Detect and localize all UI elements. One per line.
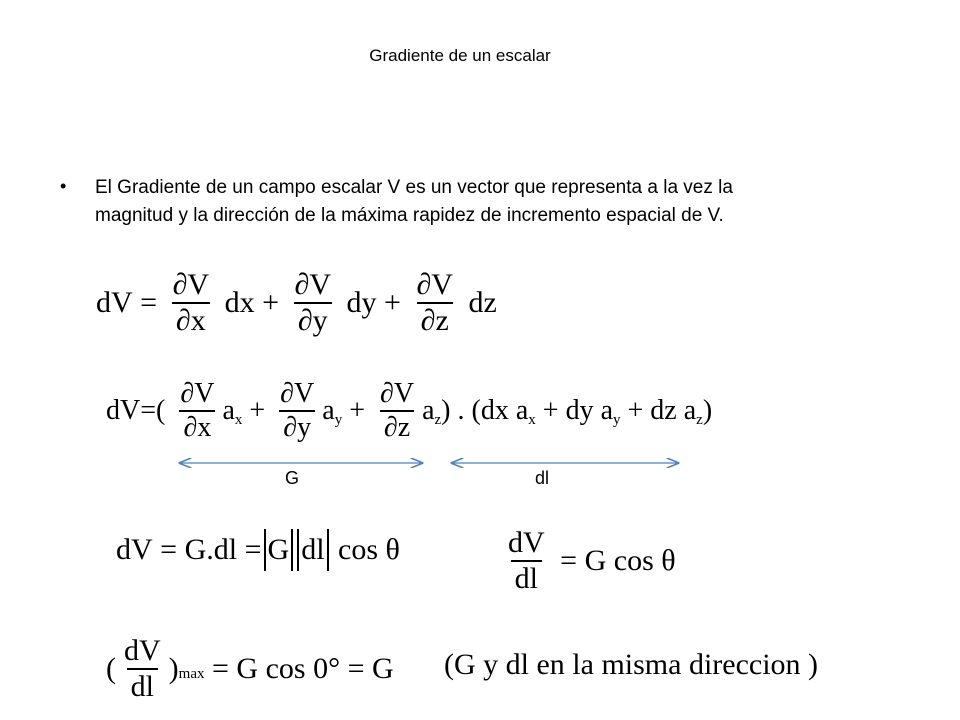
eq3-equals-2: =	[244, 533, 262, 566]
label-G: G	[285, 468, 300, 488]
eq5-max: max	[178, 665, 205, 682]
eq1-plus-2: +	[384, 286, 401, 319]
eq4-rhs: G cos θ	[584, 544, 676, 577]
eq4-frac: $\frac{dV}{dl}$	[508, 526, 545, 595]
eq2-lhs: dV	[106, 395, 141, 426]
eq1-dx: dx	[224, 286, 255, 319]
eq2-frac-z: $\frac{\partial V}{\partial z}$	[379, 378, 415, 443]
eq1-frac-y: $\frac{\partial V}{\partial y}$	[294, 268, 332, 337]
eq2-dot: .	[457, 395, 465, 426]
eq1-frac-x: $\frac{\partial V}{\partial x}$	[172, 268, 210, 337]
eq3-lhs: dV	[116, 533, 153, 566]
eq2-frac-x: $\frac{\partial V}{\partial x}$	[180, 378, 215, 443]
label-dl: dl	[535, 468, 550, 488]
eq2-plus-2: +	[349, 395, 365, 426]
eq3-G: G	[267, 533, 290, 566]
eq1-dz: dz	[468, 286, 497, 319]
equation-note: (G y dl en la misma direccion )	[444, 648, 819, 681]
eq3-dl: dl	[301, 533, 325, 566]
eq2-dl-vector: (dx ax + dy ay + dz az)	[471, 395, 713, 428]
eq2-rparen-1: )	[441, 395, 451, 426]
eq3-equals-1: =	[160, 533, 178, 566]
eq2-plus-1: +	[249, 395, 266, 426]
eq5-rhs: G cos 0° = G	[236, 652, 394, 685]
eq5-rparen: )	[168, 652, 179, 685]
eq1-plus-1: +	[262, 286, 280, 319]
bullet-marker: •	[60, 176, 67, 196]
eq2-equals: =	[140, 395, 157, 426]
eq2-frac-y: $\frac{\partial V}{\partial y}$	[280, 378, 315, 443]
eq1-equals: =	[140, 286, 158, 319]
eq2-ay: ay	[322, 395, 343, 428]
eq2-az: az	[422, 395, 442, 428]
equation-dV-G-dl	[116, 529, 400, 571]
eq3-Gdl: G.dl	[184, 533, 238, 566]
eq1-dy: dy	[346, 286, 377, 319]
eq2-lparen: (	[156, 395, 166, 426]
eq1-frac-z: $\frac{\partial V}{\partial z}$	[416, 268, 453, 337]
eq5-lparen: (	[106, 652, 116, 685]
eq4-equals: =	[560, 544, 578, 577]
eq5-equals: =	[212, 652, 229, 685]
bullet-text: El Gradiente de un campo escalar V es un vector que representa a la vez la magnitud y la dirección de la máxima rapidez de incremento espacial de V.	[95, 177, 733, 226]
eq3-cos: cos θ	[338, 533, 400, 566]
eq5-frac: $\frac{dV}{dl}$	[124, 634, 161, 703]
equation-max	[106, 636, 394, 702]
eq1-lhs: dV	[96, 286, 133, 319]
slide-title: Gradiente de un escalar	[369, 46, 551, 65]
eq2-ax: ax	[222, 395, 243, 428]
equation-dV-dl	[500, 528, 676, 594]
